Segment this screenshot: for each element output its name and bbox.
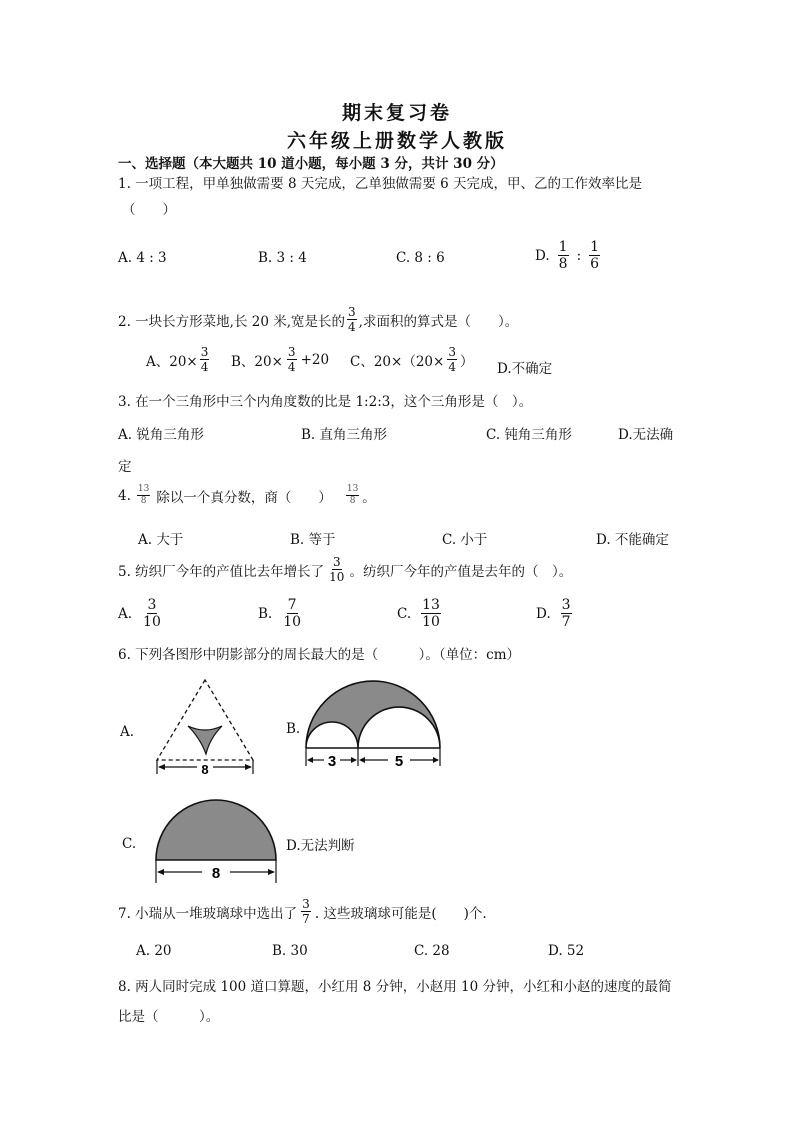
q5-option-d-fraction (561, 598, 572, 629)
q7-stem-pre: 7. 小瑞从一堆玻璃球中选出了 (118, 905, 298, 922)
q2-option-a (146, 346, 211, 373)
question-1-stem: 1. 一项工程，甲单独做需要 8 天完成，乙单独做需要 6 天完成，甲、乙的工作效率比是 (118, 176, 643, 192)
q7-option-a: A. 20 (136, 943, 172, 959)
q3-option-c: C. 钝角三角形 (486, 427, 572, 443)
fraction-denominator: 6 (590, 256, 600, 272)
fraction-numerator: 13 (137, 484, 150, 494)
q5-option-a (118, 598, 164, 629)
q7-fraction (301, 898, 311, 925)
q4-stem-end: 。 (362, 489, 376, 506)
q1-option-c: C. 8 : 6 (396, 250, 445, 266)
q2-option-c-post: ） (459, 353, 474, 370)
fraction-denominator: 10 (422, 614, 440, 630)
q2-option-c-fraction (447, 346, 457, 373)
fraction-denominator: 4 (348, 320, 356, 334)
page-title: 期末复习卷 (341, 102, 452, 124)
dimension-label: 8 (211, 865, 221, 882)
fraction-numerator: 1 (590, 239, 600, 255)
q7-option-d: D. 52 (548, 943, 585, 959)
shaded-semicircle (156, 800, 276, 860)
fraction-denominator: 4 (200, 360, 209, 374)
q6-figure-a (150, 676, 260, 780)
arrowhead-left (158, 764, 165, 770)
q2-fraction (347, 306, 357, 333)
q7-stem-post: . 这些玻璃球可能是( )个. (314, 905, 487, 922)
fraction-numerator: 7 (287, 597, 297, 613)
q6-option-c-label: C. (122, 836, 137, 852)
q2-option-a-fraction (200, 346, 210, 373)
q2-option-b-pre: B、20× (231, 353, 283, 370)
fraction-numerator: 1 (558, 239, 568, 255)
page-subtitle: 六年级上册数学人教版 (286, 130, 507, 152)
fraction-denominator: 10 (283, 614, 302, 630)
fraction-numerator: 3 (332, 555, 341, 569)
fraction-numerator: 3 (147, 597, 157, 613)
q1-option-b: B. 3 : 4 (258, 250, 307, 266)
arrowhead-left (157, 869, 164, 875)
fraction-numerator: 3 (200, 345, 209, 359)
q2-stem-pre: 2. 一块长方形菜地,长 20 米,宽是长的 (118, 313, 346, 330)
q4-fraction-2 (346, 485, 359, 506)
q6-option-a-label: A. (120, 724, 135, 740)
q4-option-b: B. 等于 (290, 532, 336, 548)
question-1-blank: （ ） (122, 202, 176, 218)
fraction-denominator: 8 (140, 496, 147, 506)
fraction-denominator: 10 (329, 570, 345, 584)
q6-option-b-label: B. (286, 721, 301, 737)
q2-option-a-pre: A、20× (146, 353, 198, 370)
q6-figure-c (150, 795, 282, 887)
question-5-stem (118, 556, 572, 583)
q2-option-c-pre: C、20×（20× (350, 353, 445, 370)
q5-fraction (328, 556, 345, 583)
question-2-stem (118, 306, 518, 333)
q3-option-b: B. 直角三角形 (301, 427, 388, 443)
q5-option-a-label: A. (118, 605, 133, 622)
fraction-numerator: 3 (302, 897, 310, 911)
question-8-stem-line-2: 比是（ ）。 (118, 1009, 220, 1025)
q5-option-b-label: B. (258, 605, 273, 622)
q4-stem-mid: 除以一个真分数，商（ ） (156, 489, 332, 506)
fraction-denominator: 4 (287, 360, 296, 374)
arrowhead (351, 757, 357, 763)
q3-option-d-wrap: 定 (118, 459, 132, 475)
question-6-stem: 6. 下列各图形中阴影部分的周长最大的是（ ）。（单位：cm） (118, 647, 521, 663)
q4-fraction-1 (137, 485, 150, 506)
q2-stem-post: ,求面积的算式是（ ）。 (358, 313, 519, 330)
q2-option-b (231, 346, 329, 373)
fraction-numerator: 3 (348, 305, 356, 319)
q1-option-d-fraction-2 (589, 240, 600, 271)
fraction-numerator: 3 (287, 345, 296, 359)
q1-option-d-fraction-1 (558, 240, 569, 271)
arrowhead (307, 757, 313, 763)
dimension-label-3: 3 (327, 753, 337, 770)
arrowhead-right (245, 764, 252, 770)
q5-stem-pre: 5. 纺织厂今年的产值比去年增长了 (118, 563, 325, 580)
q5-option-a-fraction (142, 598, 162, 629)
q2-option-b-fraction (287, 346, 297, 373)
shaded-region (306, 681, 440, 748)
fraction-denominator: 8 (349, 496, 356, 506)
q5-option-c-fraction (421, 598, 441, 629)
q1-option-d (535, 240, 602, 271)
question-3-stem: 3. 在一个三角形中三个内角度数的比是 1:2:3，这个三角形是（ ）。 (118, 394, 533, 410)
q2-option-d: D.不确定 (497, 361, 553, 377)
fraction-denominator: 7 (561, 614, 571, 630)
q4-number: 4. (118, 487, 131, 504)
fraction-denominator: 10 (143, 614, 161, 630)
arrowhead-right (268, 869, 275, 875)
q2-option-b-post: +20 (300, 351, 330, 368)
q5-option-d-label: D. (536, 605, 551, 622)
q1-option-d-colon: : (576, 247, 582, 264)
arrowhead (359, 757, 365, 763)
q1-option-d-prefix: D. (535, 247, 550, 264)
fraction-numerator: 3 (561, 597, 571, 613)
fraction-denominator: 8 (558, 256, 568, 272)
fraction-numerator: 3 (448, 345, 456, 359)
q5-option-b (258, 598, 304, 629)
q3-option-a: A. 锐角三角形 (118, 427, 204, 443)
q4-option-c: C. 小于 (442, 532, 488, 548)
arrowhead (433, 757, 439, 763)
fraction-denominator: 4 (448, 360, 456, 374)
q5-option-c-label: C. (397, 605, 412, 622)
q5-option-d (536, 598, 574, 629)
shaded-region (188, 726, 222, 754)
q2-option-c (350, 346, 473, 373)
section-heading: 一、选择题（本大题共 10 道小题，每小题 3 分，共计 30 分） (118, 156, 504, 172)
question-4-stem (118, 485, 376, 506)
q3-option-d: D.无法确 (618, 427, 674, 443)
q7-option-c: C. 28 (414, 943, 450, 959)
fraction-numerator: 13 (346, 484, 359, 494)
q7-option-b: B. 30 (272, 943, 308, 959)
question-7-stem (118, 898, 487, 925)
dimension-label: 8 (201, 762, 209, 777)
fraction-denominator: 7 (302, 912, 310, 926)
q5-stem-post: 。纺织厂今年的产值是去年的（ ）。 (349, 563, 573, 580)
q1-option-a: A. 4 : 3 (118, 250, 167, 266)
q4-option-d: D. 不能确定 (596, 532, 669, 548)
q5-option-b-fraction (282, 598, 302, 629)
q4-option-a: A. 大于 (138, 532, 184, 548)
q6-figure-b (300, 676, 446, 772)
dimension-label-5: 5 (394, 753, 404, 770)
question-8-stem: 8. 两人同时完成 100 道口算题，小红用 8 分钟，小赵用 10 分钟，小红和小赵的速度的最简 (118, 979, 672, 995)
q5-option-c (397, 598, 443, 629)
q6-option-d: D.无法判断 (286, 838, 355, 854)
fraction-numerator: 13 (422, 597, 440, 613)
